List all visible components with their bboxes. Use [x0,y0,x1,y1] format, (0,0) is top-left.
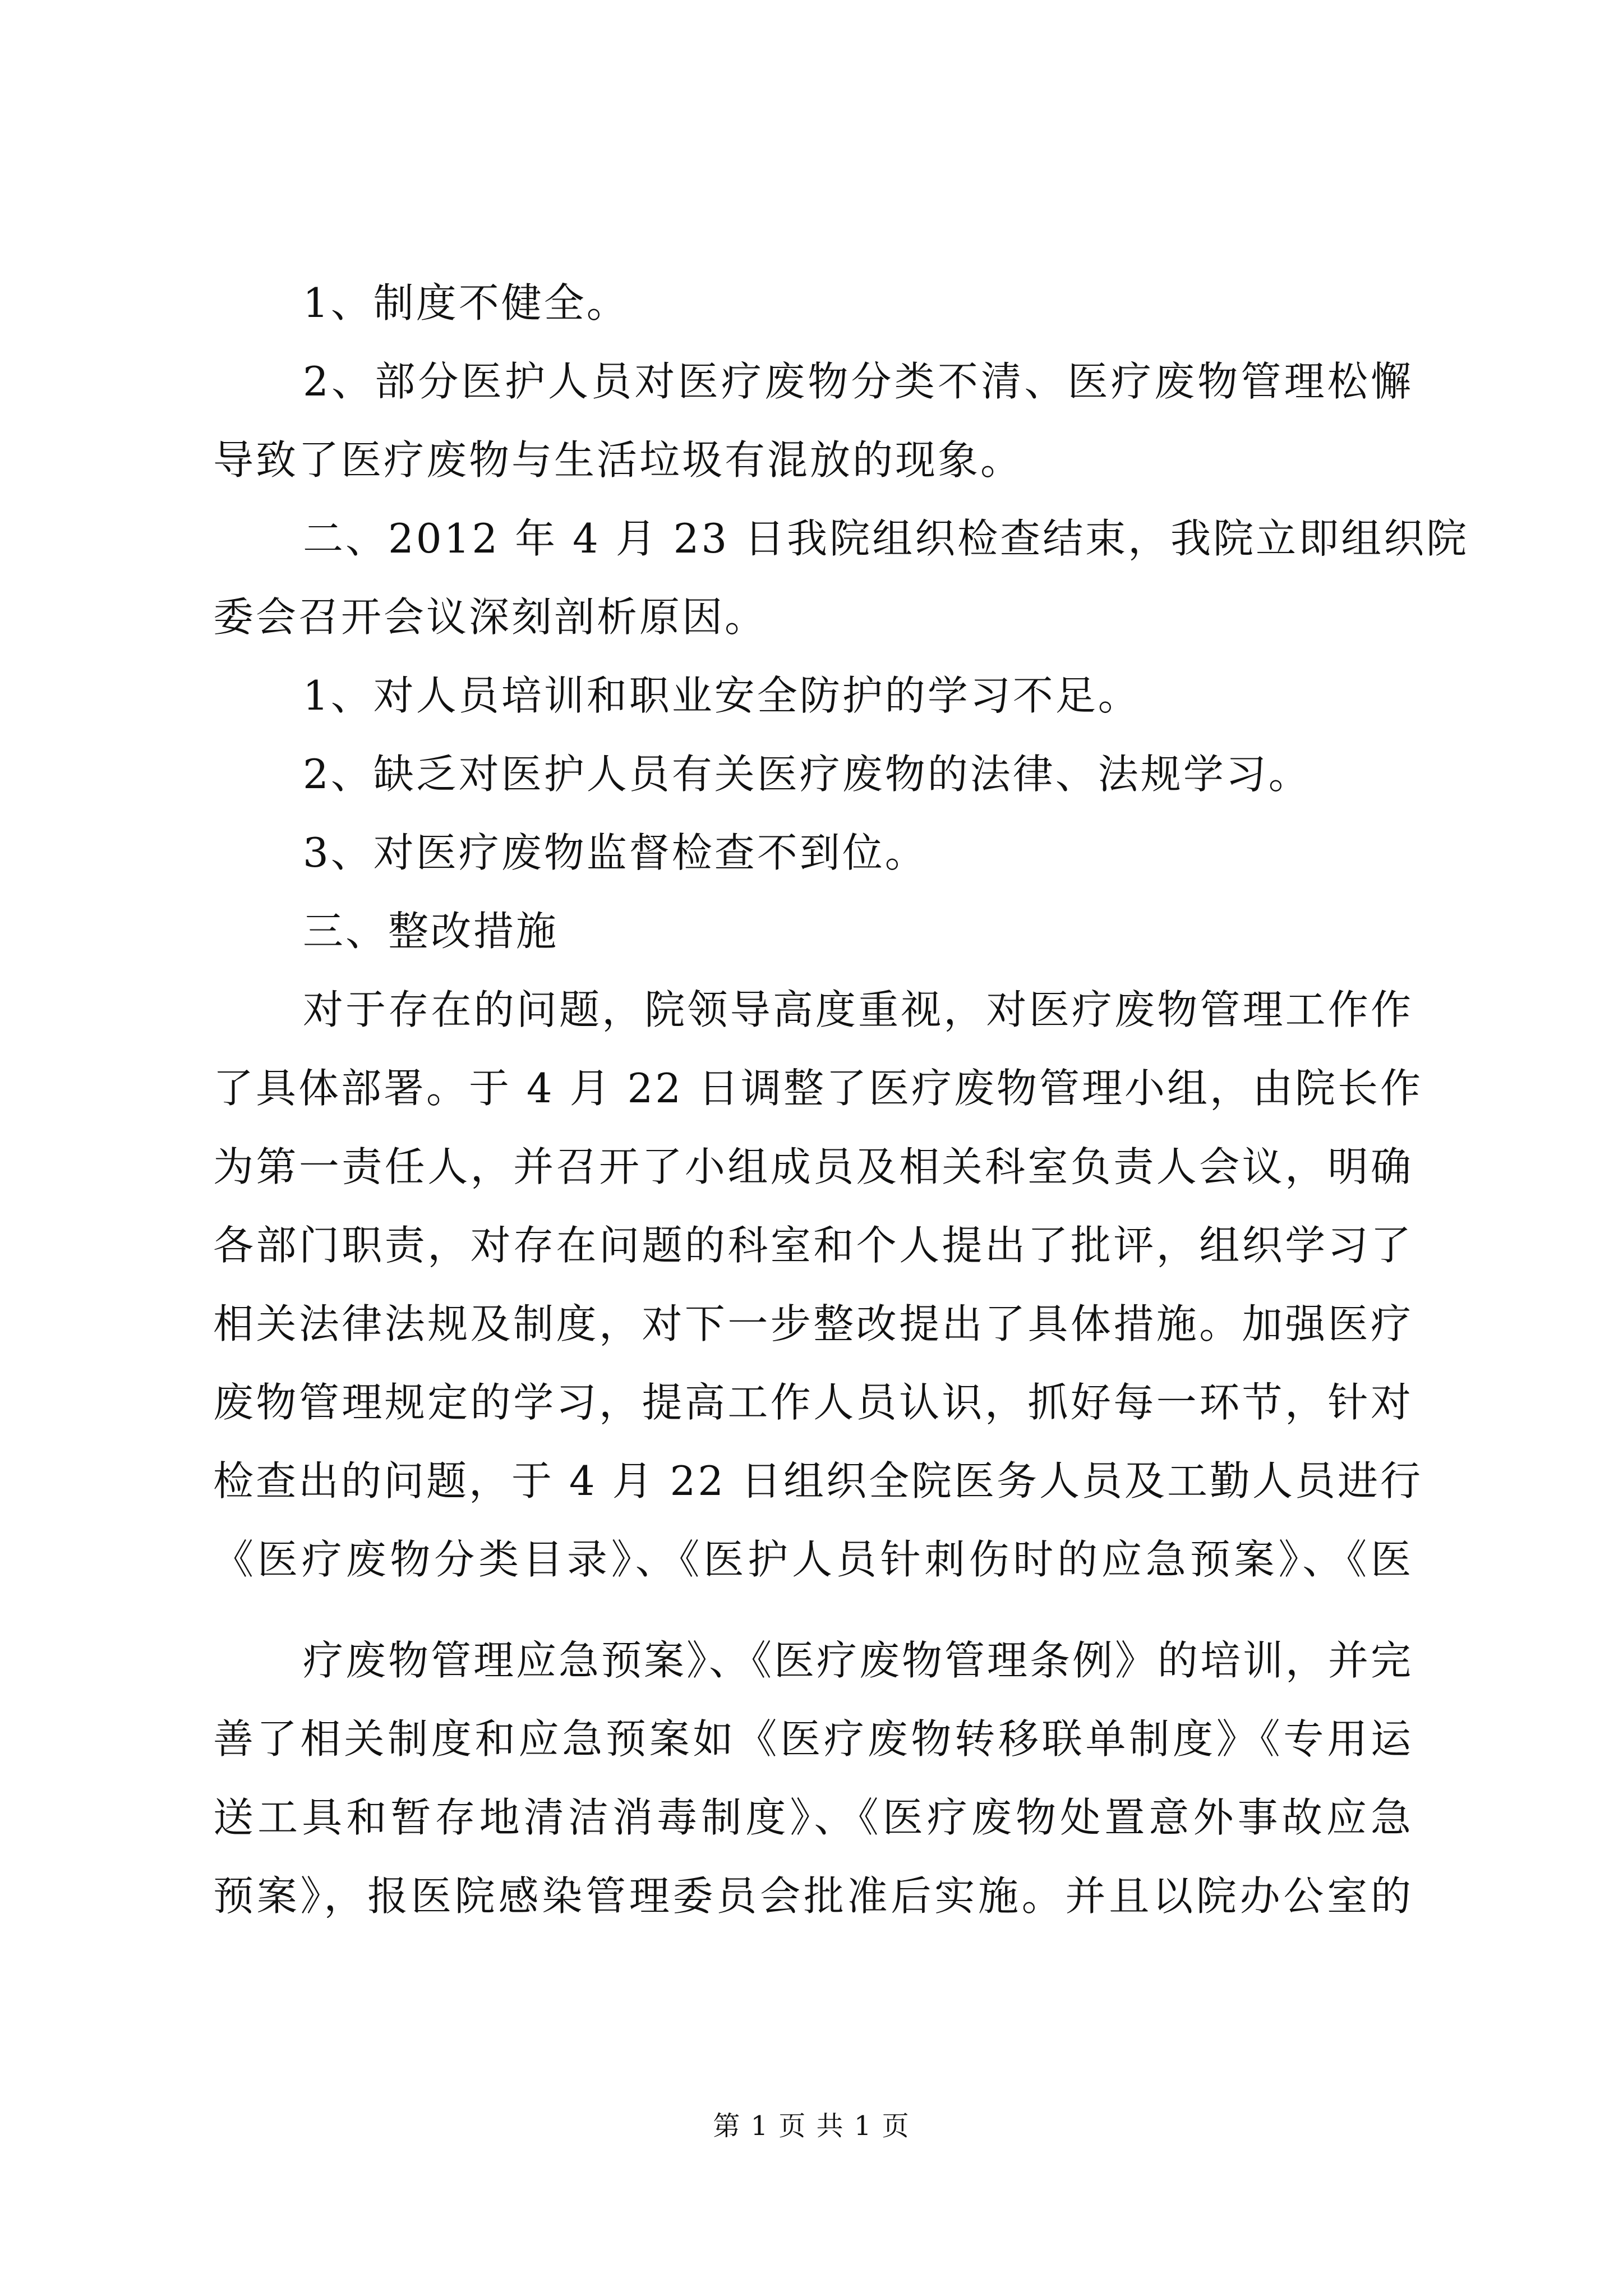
text-line: 了具体部署。于 4 月 22 日调整了医疗废物管理小组，由院长作 [213,1065,1423,1112]
text-line: 委会召开会议深刻剖析原因。 [213,593,768,641]
text-line: 二、2012 年 4 月 23 日我院组织检查结束，我院立即组织院 [303,515,1469,562]
text-line: 2、部分医护人员对医疗废物分类不清、医疗废物管理松懈 [303,358,1413,405]
text-line: 1、对人员培训和职业安全防护的学习不足。 [303,672,1141,719]
text-line: 疗废物管理应急预案》、《医疗废物管理条例》的培训，并完 [303,1637,1414,1684]
text-line: 送工具和暂存地清洁消毒制度》、《医疗废物处置意外事故应急 [213,1794,1413,1841]
text-line: 《医疗废物分类目录》、《医护人员针刺伤时的应急预案》、《医 [213,1536,1413,1583]
text-line: 预案》，报医院感染管理委员会批准后实施。并且以院办公室的 [213,1872,1413,1920]
document-body [213,264,1469,1935]
text-line: 对于存在的问题，院领导高度重视，对医疗废物管理工作作 [303,986,1413,1033]
text-line: 1、制度不健全。 [303,279,629,326]
text-line: 3、对医疗废物监督检查不到位。 [303,829,928,876]
text-line: 导致了医疗废物与生活垃圾有混放的现象。 [213,436,1023,484]
text-line: 各部门职责，对存在问题的科室和个人提出了批评，组织学习了 [213,1222,1413,1269]
text-line: 为第一责任人，并召开了小组成员及相关科室负责人会议，明确 [213,1143,1413,1190]
text-line: 善了相关制度和应急预案如《医疗废物转移联单制度》《专用运 [213,1715,1413,1763]
text-line: 2、缺乏对医护人员有关医疗废物的法律、法规学习。 [303,751,1311,798]
text-line: 废物管理规定的学习，提高工作人员认识，抓好每一环节，针对 [213,1379,1413,1426]
text-line: 相关法律法规及制度，对下一步整改提出了具体措施。加强医疗 [213,1300,1413,1347]
text-line: 检查出的问题，于 4 月 22 日组织全院医务人员及工勤人员进行 [213,1457,1423,1504]
section-heading: 三、整改措施 [303,908,559,955]
page-footer: 第 1 页 共 1 页 [713,2110,910,2142]
